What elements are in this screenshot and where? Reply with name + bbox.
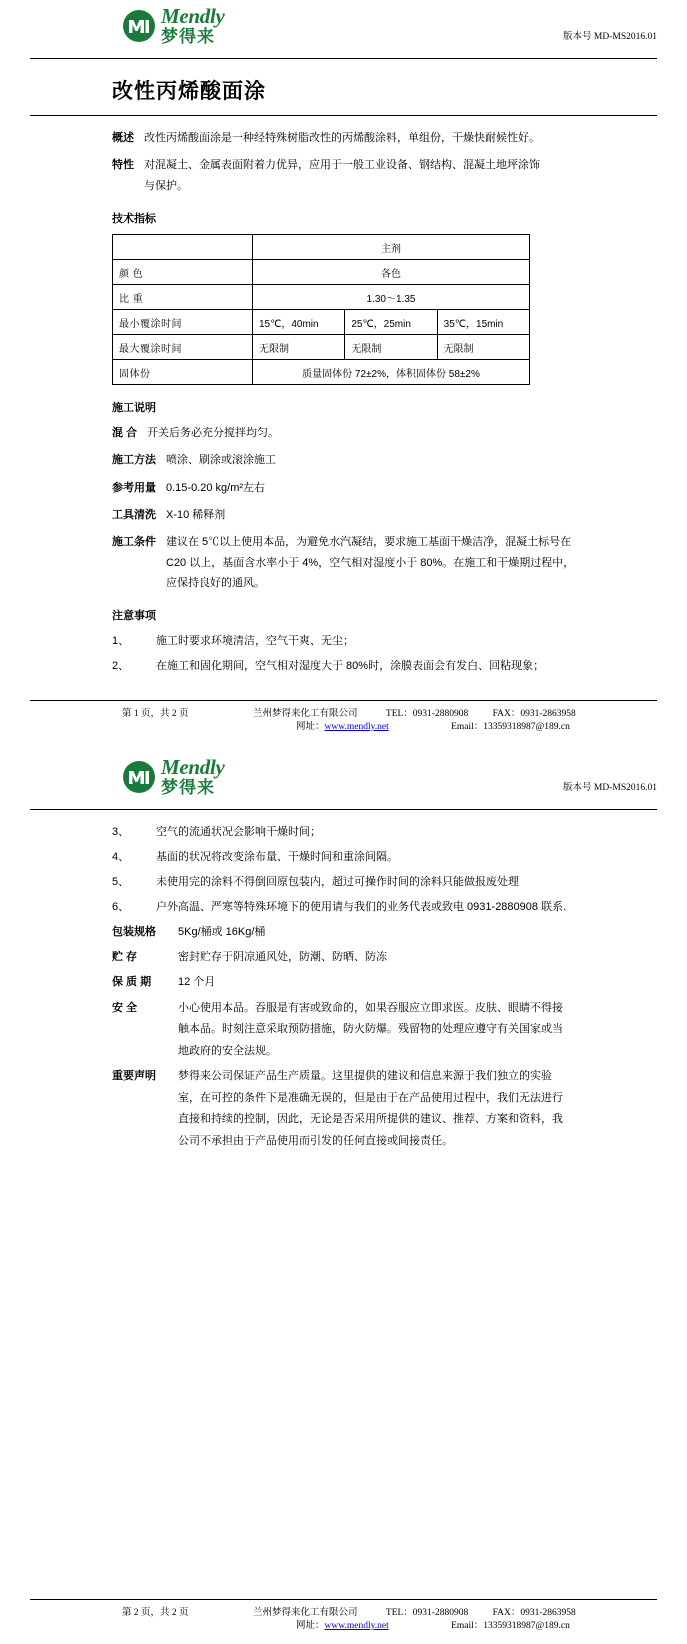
notice-number-4: 4、 [112, 850, 130, 863]
list-item [0, 822, 687, 843]
footer-page-number: 第 2 页，共 2 页 [122, 1608, 189, 1618]
list-item [0, 872, 687, 893]
table-row [113, 335, 530, 360]
table-header-blank [113, 235, 253, 260]
footer-web-link[interactable]: www.mendly.net [324, 722, 389, 732]
intro-label-features: 特性 [112, 159, 134, 172]
info-row-storage [0, 947, 687, 968]
footer-company: 兰州梦得来化工有限公司 [253, 709, 358, 719]
construction-label-consumption: 参考用量 [112, 481, 156, 494]
list-item [0, 656, 687, 677]
page-header [0, 0, 687, 52]
info-label-safety: 安 全 [112, 1001, 138, 1014]
construction-label-conditions: 施工条件 [112, 536, 156, 549]
footer-web-label: 网址： [296, 1621, 325, 1631]
brand-logo [122, 6, 225, 45]
intro-text-overview: 改性丙烯酸面涂是一种经特殊树脂改性的丙烯酸涂料，单组份，干燥快耐候性好。 [144, 132, 540, 144]
intro-label-overview: 概述 [112, 132, 134, 144]
brand-name-en: Mendly [161, 4, 225, 28]
document-page-1 [0, 0, 687, 745]
spec-table [112, 234, 530, 385]
row-value-min-recoat-15: 15℃，40min [253, 310, 345, 335]
row-label-color: 颜 色 [113, 260, 253, 285]
brand-name-cn: 梦得来 [161, 27, 215, 46]
footer-divider [30, 1599, 657, 1600]
row-value-max-recoat-15: 无限制 [253, 335, 345, 360]
construction-text-method: 喷涂、刷涂或滚涂施工 [166, 454, 276, 467]
table-row [113, 310, 530, 335]
notice-number-5: 5、 [112, 875, 130, 888]
construction-row-method [0, 450, 687, 470]
info-row-disclaimer [0, 1066, 687, 1152]
intro-row-overview [0, 128, 687, 148]
page-1-footer [0, 700, 687, 733]
notice-text-5: 未使用完的涂料不得倒回原包装内，超过可操作时间的涂料只能做报废处理 [156, 875, 519, 888]
info-row-packaging [0, 922, 687, 943]
footer-divider [30, 700, 657, 701]
footer-web-link[interactable]: www.mendly.net [324, 1621, 389, 1631]
info-text-storage: 密封贮存于阴凉通风处，防潮、防晒、防冻 [178, 951, 387, 963]
construction-heading: 施工说明 [112, 402, 156, 415]
intro-row-features [0, 155, 687, 196]
brand-logo [122, 757, 225, 796]
notice-number-6: 6、 [112, 900, 130, 913]
version-label: 版本号 MD-MS2016.01 [563, 783, 657, 793]
notice-text-3: 空气的流通状况会影响干燥时间； [156, 826, 321, 838]
row-value-min-recoat-35: 35℃，15min [437, 310, 529, 335]
table-header-main-agent: 主剂 [253, 235, 530, 260]
construction-text-consumption: 0.15-0.20 kg/m²左右 [166, 481, 266, 494]
notice-text-6: 户外高温、严寒等特殊环境下的使用请与我们的业务代表或致电 0931-2880908 联系. [156, 900, 567, 913]
version-label: 版本号 MD-MS2016.01 [563, 32, 657, 42]
table-header-row [113, 235, 530, 260]
info-label-storage: 贮 存 [112, 951, 138, 963]
table-row [113, 260, 530, 285]
page-2-body [0, 810, 687, 1152]
notice-text-2: 在施工和固化期间，空气相对湿度大于 80%时，涂膜表面会有发白、回粘现象； [156, 660, 545, 673]
notice-number-1: 1、 [112, 635, 130, 648]
construction-label-method: 施工方法 [112, 454, 156, 467]
info-text-shelf-life: 12 个月 [178, 976, 216, 989]
row-value-color: 各色 [253, 260, 530, 285]
brand-name-cn: 梦得来 [161, 778, 215, 797]
construction-row-cleaning [0, 505, 687, 525]
info-label-shelf-life: 保 质 期 [112, 976, 152, 989]
footer-fax: FAX：0931-2863958 [492, 709, 576, 719]
footer-web-label: 网址： [296, 722, 325, 732]
row-label-max-recoat: 最大覆涂时间 [113, 335, 253, 360]
construction-row-conditions [0, 532, 687, 593]
construction-text-mixing: 开关后务必充分搅拌均匀。 [147, 427, 280, 440]
notice-text-4: 基面的状况将改变涂布量、干燥时间和重涂间隔。 [156, 850, 398, 863]
spec-heading: 技术指标 [112, 213, 156, 226]
row-label-density: 比 重 [113, 285, 253, 310]
info-row-shelf-life [0, 972, 687, 993]
info-text-packaging: 5Kg/桶或 16Kg/桶 [178, 925, 266, 938]
mendly-logo-icon [122, 9, 156, 43]
mendly-logo-icon [122, 760, 156, 794]
footer-email[interactable]: 13359318987@189.cn [483, 1621, 570, 1631]
info-row-safety [0, 998, 687, 1062]
row-value-max-recoat-35: 无限制 [437, 335, 529, 360]
notice-number-3: 3、 [112, 826, 130, 838]
footer-fax: FAX：0931-2863958 [492, 1608, 576, 1618]
row-label-solids: 固体份 [113, 360, 253, 385]
brand-name-en: Mendly [161, 755, 225, 779]
list-item [0, 897, 687, 918]
intro-text-features: 对混凝土、金属表面附着力优异，应用于一般工业设备、钢结构、混凝土地坪涂饰与保护。 [144, 159, 540, 192]
construction-label-cleaning: 工具清洗 [112, 509, 156, 522]
construction-row-consumption [0, 478, 687, 498]
info-text-safety: 小心使用本品。吞服是有害或致命的，如果吞服应立即求医。皮肤、眼睛不得接触本品。时刻注意采取预防措施，防火防爆。残留物的处理应遵守有关国家或当地政府的安全法规。 [178, 1001, 563, 1057]
row-value-density: 1.30～1.35 [253, 285, 530, 310]
footer-email[interactable]: 13359318987@189.cn [483, 722, 570, 732]
footer-email-label: Email： [451, 722, 484, 732]
header-divider [30, 58, 657, 59]
page-2-footer [0, 1599, 687, 1632]
footer-company: 兰州梦得来化工有限公司 [253, 1608, 358, 1618]
info-text-disclaimer: 梦得来公司保证产品生产质量。这里提供的建议和信息来源于我们独立的实验室，在可控的条件下是准确无误的，但是由于在产品使用过程中，我们无法进行直接和持续的控制，因此，无论是否采用所提供的建议、推荐、方案和资料，我公司不承担由于产品使用而引发的任何直接或间接责任。 [178, 1070, 563, 1147]
notice-heading: 注意事项 [112, 610, 156, 623]
page-title: 改性丙烯酸面涂 [112, 80, 266, 103]
notice-number-2: 2、 [112, 660, 130, 673]
construction-row-mixing [0, 423, 687, 443]
notice-text-1: 施工时要求环境清洁，空气干爽、无尘； [156, 635, 354, 648]
footer-tel: TEL：0931-2880908 [385, 1608, 469, 1618]
list-item [0, 631, 687, 652]
list-item [0, 847, 687, 868]
document-page-2 [0, 751, 687, 1644]
construction-label-mixing: 混 合 [112, 427, 138, 440]
construction-text-conditions: 建议在 5℃以上使用本品，为避免水汽凝结，要求施工基面干燥洁净，混凝土标号在 C20 以上，基面含水率小于 4%，空气相对湿度小于 80%。在施工和干燥期过程中，应保持良好的通风。 [166, 536, 575, 590]
row-label-min-recoat: 最小覆涂时间 [113, 310, 253, 335]
footer-page-number: 第 1 页，共 2 页 [122, 709, 189, 719]
table-row [113, 360, 530, 385]
construction-text-cleaning: X-10 稀释剂 [166, 509, 226, 522]
footer-email-label: Email： [451, 1621, 484, 1631]
row-value-min-recoat-25: 25℃，25min [345, 310, 437, 335]
info-label-packaging: 包装规格 [112, 925, 156, 938]
row-value-solids: 质量固体份 72±2%，体积固体份 58±2% [253, 360, 530, 385]
footer-tel: TEL：0931-2880908 [385, 709, 469, 719]
info-label-disclaimer: 重要声明 [112, 1070, 156, 1083]
table-row [113, 285, 530, 310]
page-1-body [0, 116, 687, 677]
row-value-max-recoat-25: 无限制 [345, 335, 437, 360]
page-header [0, 751, 687, 803]
